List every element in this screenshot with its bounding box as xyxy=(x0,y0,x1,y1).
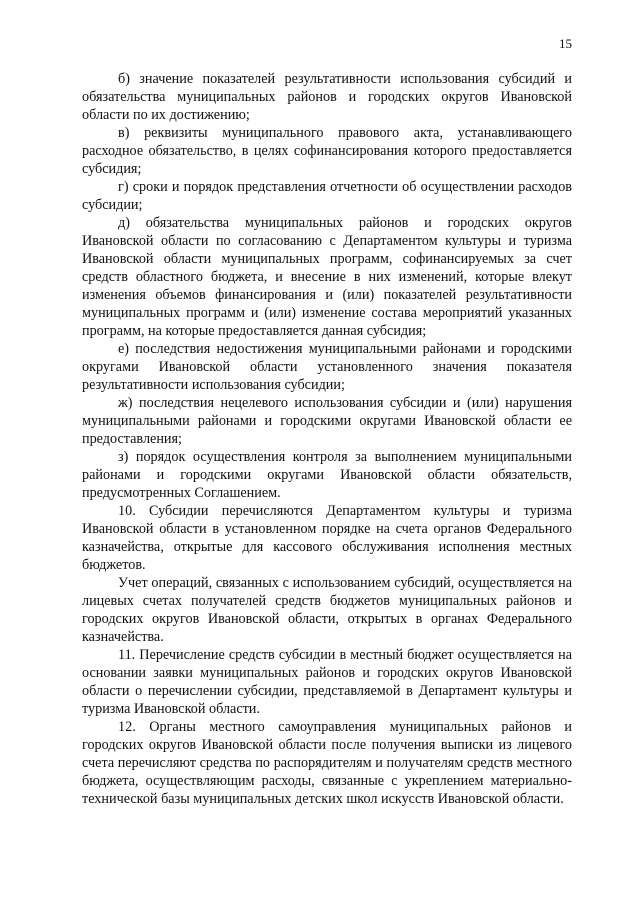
paragraph-10-transfer: 10. Субсидии перечисляются Департаментом культуры и туризма Ивановской области в установленном порядке на счета органов Федерального казначейства, открытые для кассового обслуживания исполнения местных бюджетов. xyxy=(82,503,572,573)
paragraph-d-obligations: д) обязательства муниципальных районов и городских округов Ивановской области по согласованию с Департаментом культуры и туризма Ивановской области муниципальных программ, софинансируемых за счет средств областного бюджета, и внесение в них изменений, которые влекут изменения объемов финансирования и (или) показателей результативности муниципальных программ и (или) изменение состава мероприятий указанных программ, на которые предоставляется данная субсидия; xyxy=(82,215,572,339)
paragraph-accounting: Учет операций, связанных с использованием субсидий, осуществляется на лицевых счетах получателей средств бюджетов муниципальных районов и городских округов Ивановской области, открытых в органах Федерального казначейства. xyxy=(82,575,572,645)
paragraph-g-reporting: г) сроки и порядок представления отчетности об осуществлении расходов субсидии; xyxy=(82,179,572,213)
paragraph-zh-misuse: ж) последствия нецелевого использования субсидии и (или) нарушения муниципальными районами и городскими округами Ивановской области ее предоставления; xyxy=(82,395,572,447)
paragraph-11-request: 11. Перечисление средств субсидии в местный бюджет осуществляется на основании заявки муниципальных районов и городских округов Ивановской области о перечислении субсидии, представляемой в Департамент культуры и туризма Ивановской области. xyxy=(82,647,572,717)
paragraph-e-non-achievement: е) последствия недостижения муниципальными районами и городскими округами Ивановской области установленного значения показателя результативности использования субсидии; xyxy=(82,341,572,393)
page-number: 15 xyxy=(559,36,572,51)
document-body xyxy=(82,70,572,808)
paragraph-z-control: з) порядок осуществления контроля за выполнением муниципальными районами и городскими округами Ивановской области обязательств, предусмотренных Соглашением. xyxy=(82,449,572,501)
paragraph-b-indicators: б) значение показателей результативности использования субсидий и обязательства муниципальных районов и городских округов Ивановской области по их достижению; xyxy=(82,71,572,123)
paragraph-v-legal-act: в) реквизиты муниципального правового акта, устанавливающего расходное обязательство, в целях софинансирования которого предоставляется субсидия; xyxy=(82,125,572,177)
paragraph-12-local-bodies: 12. Органы местного самоуправления муниципальных районов и городских округов Ивановской области после получения выписки из лицевого счета перечисляют средства по распорядителям и получателям средств местного бюджета, осуществляющим расходы, связанные с укреплением материально-технической базы муниципальных детских школ искусств Ивановской области. xyxy=(82,719,572,807)
